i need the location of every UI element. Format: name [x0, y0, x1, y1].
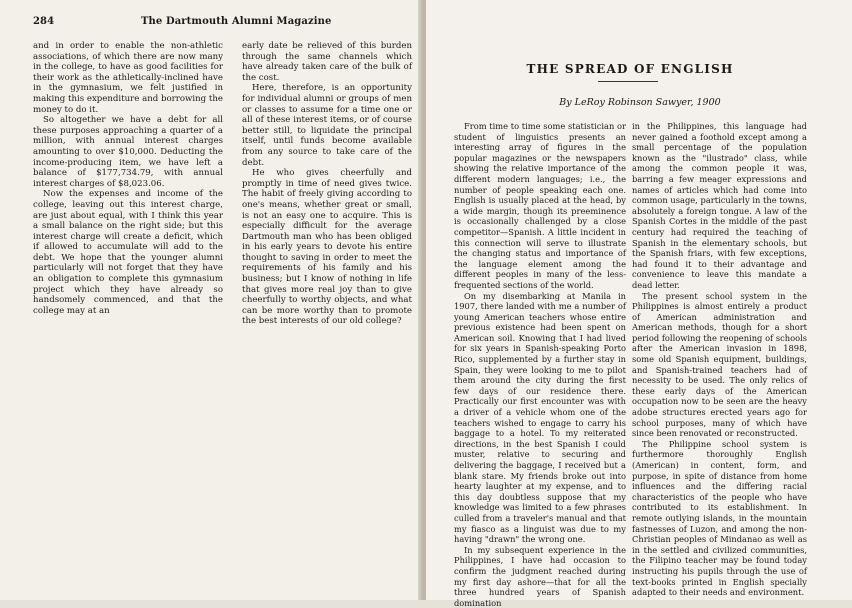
paragraph: On my disembarking at Manila in 1907, there landed with me a number of young American teachers whose entire previous existence had been spent on American soil. Knowing that I had lived for six years in Spanish-speaking Porto Rico, supplemented by a further stay in Spain, they were looking to me to pilot them around the city during the first few days of our residence there. Practically our first encounter was with a driver of a vehicle whom one of the teachers wished to engage to carry his baggage to a hotel. To my reiterated directions, in the best Spanish I could muster, relative to securing and delivering the baggage, I received but a blank stare. My friends broke out into hearty laughter at my expense, and to this day doubtless suppose that my knowledge was limited to a few phrases culled from a traveler's manual and that my fiasco as a linguist was due to my having "drawn" the wrong one.	[454, 290, 626, 545]
paragraph: and in order to enable the non-athletic associations, of which there are now many in the college, to have as good facilities for their work as the athletically-inclined have in the gymnasium, we felt justified in making this expenditure and borrowing the money to do it.	[33, 41, 223, 115]
paragraph: He who gives cheerfully and promptly in time of need gives twice. The habit of freely giving according to one's means, whether great or small, is not an easy one to acquire. This is especially difficult for the average Dartmouth man who has been obliged in his early years to devote his entire thought to saving in order to meet the requirements of his family and his business; but I know of nothing in life that gives more real joy than to give cheerfully to worthy objects, and what can be more worthy than to promote the best interests of our old college?	[242, 168, 412, 327]
paragraph: So altogether we have a debt for all these purposes approaching a quarter of a million, with annual interest charges amounting to over $10,000. Deducting the income-producing item, we have left a balance of $177,734.79, with annual interest charges of $8,023.06.	[33, 115, 223, 189]
page-number: 284	[33, 16, 55, 27]
paragraph: Now the expenses and income of the college, leaving out this interest charge, are just about equal, with I think this year a small balance on the right side; but this interest charge will create a deficit, which if allowed to accumulate will add to the debt. We hope that the younger alumni particularly will not forget that they have an obligation to complete this gymnasium project which they have already so handsomely commenced, and that the college may at an	[33, 189, 223, 316]
right-column-1	[454, 121, 626, 608]
article-byline: By LeRoy Robinson Sawyer, 1900	[559, 97, 721, 108]
paragraph: From time to time some statistician or student of linguistics presents an interesting array of figures in the popular magazines or the newspapers showing the relative importance of the different modern languages; i.e., the number of people speaking each one. English is usually placed at the head, by a wide margin, though its preeminence is occasionally challenged by a close competitor—Spanish. A little incident in this connection will serve to illustrate the changing status and importance of the language element among the different peoples in many of the less-frequented sections of the world.	[454, 121, 626, 290]
left-page	[0, 0, 422, 600]
right-column-2	[632, 121, 807, 598]
left-column-1	[33, 41, 223, 316]
paragraph: Here, therefore, is an opportunity for individual alumni or groups of men or classes to assume for a time one or all of these interest items, or of course better still, to liquidate the principal itself, until funds become available from any source to take care of the debt.	[242, 83, 412, 168]
paragraph: In my subsequent experience in the Philippines, I have had occasion to confirm the judgment reached during my first day ashore—that for all the three hundred years of Spanish domination	[454, 544, 626, 608]
left-column-2	[242, 41, 412, 327]
paragraph: The present school system in the Philippines is almost entirely a product of American administration and American methods, though for a short period following the reopening of schools after the American invasion in 1898, some old Spanish equipment, buildings, and Spanish-trained teachers had of necessity to be used. The only relics of these early days of the American occupation now to be seen are the heavy adobe structures erected years ago for school purposes, many of which have since been renovated or reconstructed.	[632, 290, 807, 439]
article-title: THE SPREAD OF ENGLISH	[526, 62, 734, 76]
paragraph: The Philippine school system is furthermore thoroughly English (American) in content, form, and purpose, in spite of distance from home influences and the differing racial characteristics of the people who have contributed to its establishment. In remote outlying islands, in the mountain fastnesses of Luzon, and among the non-Christian peoples of Mindanao as well as in the settled and civilized communities, the Filipino teacher may be found today instructing his pupils through the use of text-books printed in English specially adapted to their needs and environment.	[632, 438, 807, 598]
paragraph: early date be relieved of this burden through the same channels which have already taken care of the bulk of the cost.	[242, 41, 412, 83]
paragraph: in the Philippines, this language had never gained a foothold except among a small percentage of the population known as the "ilustrado" class, while among the common people it was, barring a few meager expressions and names of articles which had come into common usage, particularly in the towns, absolutely a foreign tongue. A law of the Spanish Cortes in the middle of the past century had required the teaching of Spanish in the elementary schools, but the Spanish friars, with few exceptions, had found it to their advantage and convenience to leave this mandate a dead letter.	[632, 121, 807, 290]
magazine-title: The Dartmouth Alumni Magazine	[141, 16, 332, 27]
title-divider	[598, 81, 658, 82]
